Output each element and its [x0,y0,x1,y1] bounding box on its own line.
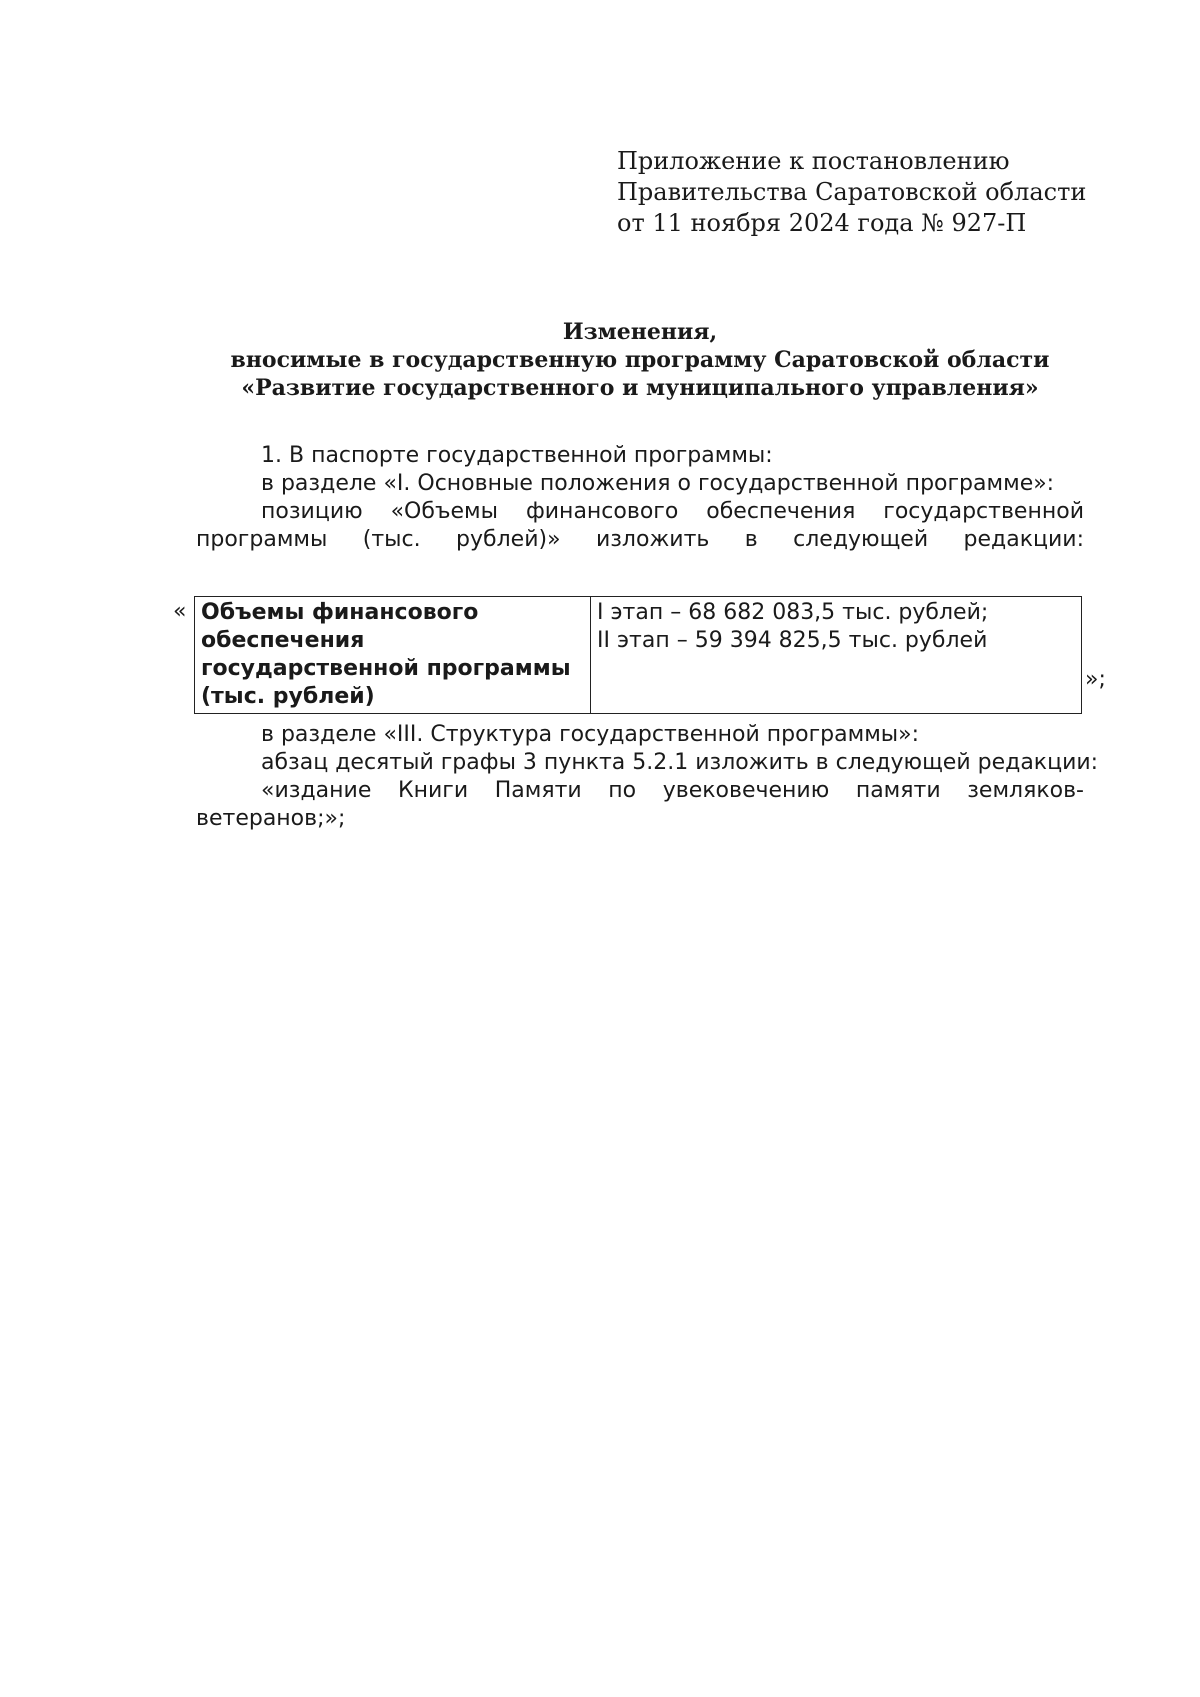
appendix-line-2: Правительства Саратовской области [617,178,1087,206]
section-1-paragraph-1: 1. В паспорте государственной программы: [261,443,773,468]
section-1 [196,442,1084,554]
table-row [195,597,1082,714]
financing-value-cell [591,597,1082,714]
section-2 [196,721,1099,833]
stage-2-amount: II этап – 59 394 825,5 тыс. рублей [597,628,988,653]
appendix-header [617,146,1086,239]
section-2-paragraph-1: в разделе «III. Структура государственной программы»: [261,722,920,747]
section-2-paragraph-2: абзац десятый графы 3 пункта 5.2.1 изложить в следующей редакции: [261,750,1099,775]
section-2-paragraph-3: «издание Книги Памяти по увековечению памяти земляков-ветеранов;»; [196,778,1084,831]
financing-label-cell: Объемы финансового обеспечения государственной программы (тыс. рублей) [195,597,591,714]
table-open-quote: « [173,599,187,624]
title-line-3: «Развитие государственного и муниципального управления» [241,375,1039,401]
section-1-paragraph-3: позицию «Объемы финансового обеспечения государственной программы (тыс. рублей)» изложить в следующей редакции: [196,499,1084,552]
section-1-paragraph-2: в разделе «I. Основные положения о государственной программе»: [261,471,1055,496]
document-title [196,318,1084,402]
title-line-2: вносимые в государственную программу Саратовской области [230,347,1050,373]
appendix-line-1: Приложение к постановлению [617,147,1010,175]
financing-table [194,596,1082,714]
title-line-1: Изменения, [562,319,718,345]
appendix-line-3: от 11 ноября 2024 года № 927-П [617,209,1027,237]
stage-1-amount: I этап – 68 682 083,5 тыс. рублей; [597,600,989,625]
table-close-quote: »; [1085,667,1106,692]
